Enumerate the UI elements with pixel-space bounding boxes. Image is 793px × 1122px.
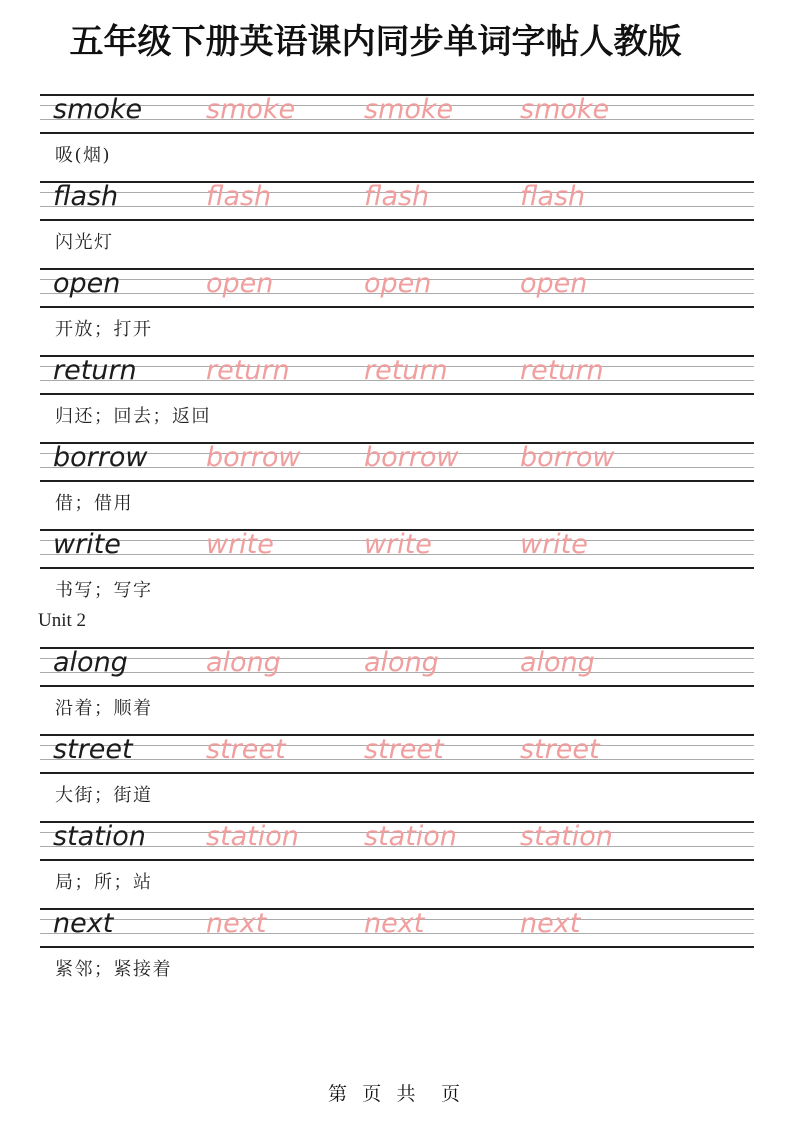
grid-line-bottom (40, 567, 754, 569)
word-trace-1: smoke (206, 94, 296, 125)
four-line-writing-grid (40, 442, 754, 482)
word-sample: return (53, 355, 137, 386)
grid-line-bottom (40, 946, 754, 948)
word-meaning: 吸(烟) (55, 145, 112, 166)
word-trace-3: smoke (520, 94, 610, 125)
word-trace-2: borrow (364, 442, 459, 473)
four-line-writing-grid (40, 647, 754, 687)
word-trace-1: flash (206, 181, 272, 212)
word-trace-1: open (206, 268, 274, 299)
word-trace-3: along (520, 647, 595, 678)
word-trace-2: return (364, 355, 448, 386)
word-practice-block (0, 734, 793, 821)
page-title: 五年级下册英语课内同步单词字帖人教版 (69, 23, 682, 61)
four-line-writing-grid (40, 268, 754, 308)
four-line-writing-grid (40, 181, 754, 221)
word-meaning: 借；借用 (55, 493, 133, 514)
word-trace-1: street (206, 734, 286, 765)
word-practice-block (0, 268, 793, 355)
word-trace-1: write (206, 529, 274, 560)
word-practice-block (0, 908, 793, 995)
word-meaning: 沿着；顺着 (55, 698, 153, 719)
four-line-writing-grid (40, 355, 754, 395)
word-trace-3: borrow (520, 442, 615, 473)
unit-label: Unit 2 (38, 610, 87, 631)
word-trace-2: open (364, 268, 432, 299)
word-meaning: 开放；打开 (55, 319, 153, 340)
word-sample: write (53, 529, 121, 560)
word-practice-block (0, 94, 793, 181)
word-sample: flash (53, 181, 119, 212)
word-trace-3: open (520, 268, 588, 299)
grid-line-bottom (40, 306, 754, 308)
grid-line-bottom (40, 859, 754, 861)
word-trace-2: along (364, 647, 439, 678)
grid-line-bottom (40, 393, 754, 395)
four-line-writing-grid (40, 821, 754, 861)
word-practice-block (0, 821, 793, 908)
word-practice-block (0, 355, 793, 442)
grid-line-bottom (40, 480, 754, 482)
word-trace-2: write (364, 529, 432, 560)
four-line-writing-grid (40, 529, 754, 569)
word-meaning: 大街；街道 (55, 785, 153, 806)
word-trace-1: return (206, 355, 290, 386)
word-practice-block (0, 647, 793, 734)
word-trace-3: write (520, 529, 588, 560)
word-meaning: 书写；写字 (55, 580, 153, 601)
word-sample: along (53, 647, 128, 678)
word-trace-3: flash (520, 181, 586, 212)
word-sample: next (53, 908, 114, 939)
word-practice-block (0, 181, 793, 268)
word-trace-2: street (364, 734, 444, 765)
grid-line-bottom (40, 772, 754, 774)
word-meaning: 局；所；站 (55, 872, 153, 893)
word-trace-2: station (364, 821, 457, 852)
word-sample: street (53, 734, 133, 765)
word-trace-3: street (520, 734, 600, 765)
four-line-writing-grid (40, 734, 754, 774)
word-meaning: 归还；回去；返回 (55, 406, 211, 427)
word-trace-1: station (206, 821, 299, 852)
word-trace-3: next (520, 908, 581, 939)
word-trace-2: smoke (364, 94, 454, 125)
four-line-writing-grid (40, 908, 754, 948)
word-trace-3: return (520, 355, 604, 386)
word-sample: station (53, 821, 146, 852)
word-practice-block (0, 529, 793, 616)
grid-line-bottom (40, 685, 754, 687)
word-trace-2: next (364, 908, 425, 939)
grid-line-bottom (40, 132, 754, 134)
word-trace-1: next (206, 908, 267, 939)
word-trace-3: station (520, 821, 613, 852)
word-sample: borrow (53, 442, 148, 473)
word-trace-2: flash (364, 181, 430, 212)
word-practice-block (0, 442, 793, 529)
word-sample: smoke (53, 94, 143, 125)
word-meaning: 紧邻；紧接着 (55, 959, 172, 980)
word-trace-1: borrow (206, 442, 301, 473)
page-footer: 第 页 共 页 (327, 1084, 466, 1105)
four-line-writing-grid (40, 94, 754, 134)
word-trace-1: along (206, 647, 281, 678)
grid-line-bottom (40, 219, 754, 221)
word-meaning: 闪光灯 (55, 232, 114, 253)
word-sample: open (53, 268, 121, 299)
